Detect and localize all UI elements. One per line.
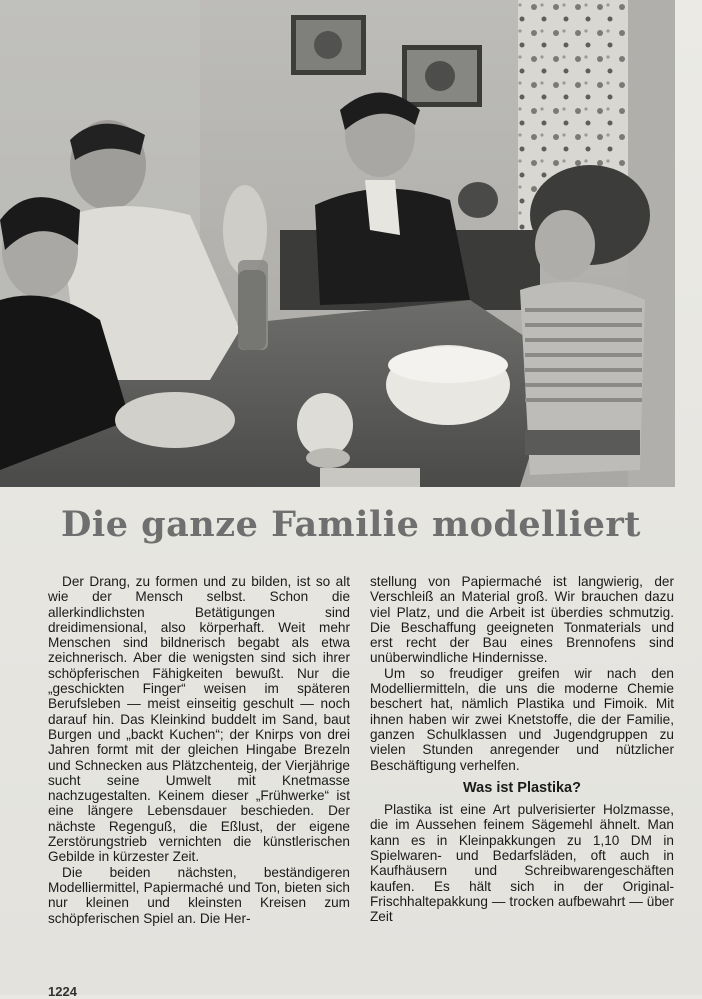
text-column-right <box>370 574 674 925</box>
paragraph: Um so freudiger greifen wir nach den Modelliermitteln, die uns die moderne Chemie beschert hat, nämlich Plastika und Fimoik. Mit ihnen haben wir zwei Knetstoffe, die der Familie, ganzen Schulklassen und Jugendgruppen zu vielen Stunden anregender und nützlicher Beschäftigung verhelfen. <box>370 665 674 773</box>
section-heading: Was ist Plastika? <box>463 779 581 796</box>
paragraph: stellung von Papiermaché ist langwierig, der Verschleiß an Material groß. Wir brauchen dazu viel Platz, und die Arbeit ist überdies schmutzig. Die Beschaffung geeigneten Tonmaterials und erst recht der Bau eines Brennofens sind unüberwindliche Hindernisse. <box>370 574 674 666</box>
article-title: Die ganze Familie modelliert <box>61 504 641 545</box>
paragraph: Der Drang, zu formen und zu bilden, ist so alt wie der Mensch selbst. Schon die allerkindlichsten Betätigungen sind dreidimensional, also körperhaft. Weit mehr Menschen sind bildnerisch begabt als etwa zeichnerisch. Aber die wenigsten sind sich ihrer schöpferischen Fähigkeiten bewußt. Nur die „geschickten Finger“ weisen im späteren Berufsleben — meist einseitig geschult — noch darauf hin. Das Kleinkind buddelt im Sand, baut Burgen und „backt Kuchen“; der Knirps von drei Jahren formt mit der gleichen Hingabe Brezeln und Schnecken aus Plätzchenteig, der Vierjährige sucht seine Umwelt mit Knetmasse nachzugestalten. Keinem dieser „Frühwerke“ ist eine längere Lebensdauer beschieden. Der nächste Regenguß, die Eßlust, der eigene Zerstörungstrieb vernichten die künstlerischen Gebilde in kürzester Zeit. <box>48 574 350 865</box>
paragraph: Plastika ist eine Art pulverisierter Holzmasse, die im Aussehen feinem Sägemehl ähnelt. Man kann es in Kleinpakkungen zu 1,10 DM in Spielwaren- und Bedarfsläden, oft auch in Kaufhäusern und Schreibwarengeschäften kaufen. Es hält sich in der Original-Frischhaltepakkung — trocken aufbewahrt — über Zeit <box>370 802 674 925</box>
family-modelling-photo <box>0 0 675 487</box>
page-number: 1224 <box>48 984 77 999</box>
text-column-left <box>48 574 350 926</box>
paragraph: Die beiden nächsten, beständigeren Modelliermittel, Papiermaché und Ton, bieten sich nur kleinen und kleinsten Kreisen zum schöpferischen Spiel an. Die Her- <box>48 864 350 926</box>
